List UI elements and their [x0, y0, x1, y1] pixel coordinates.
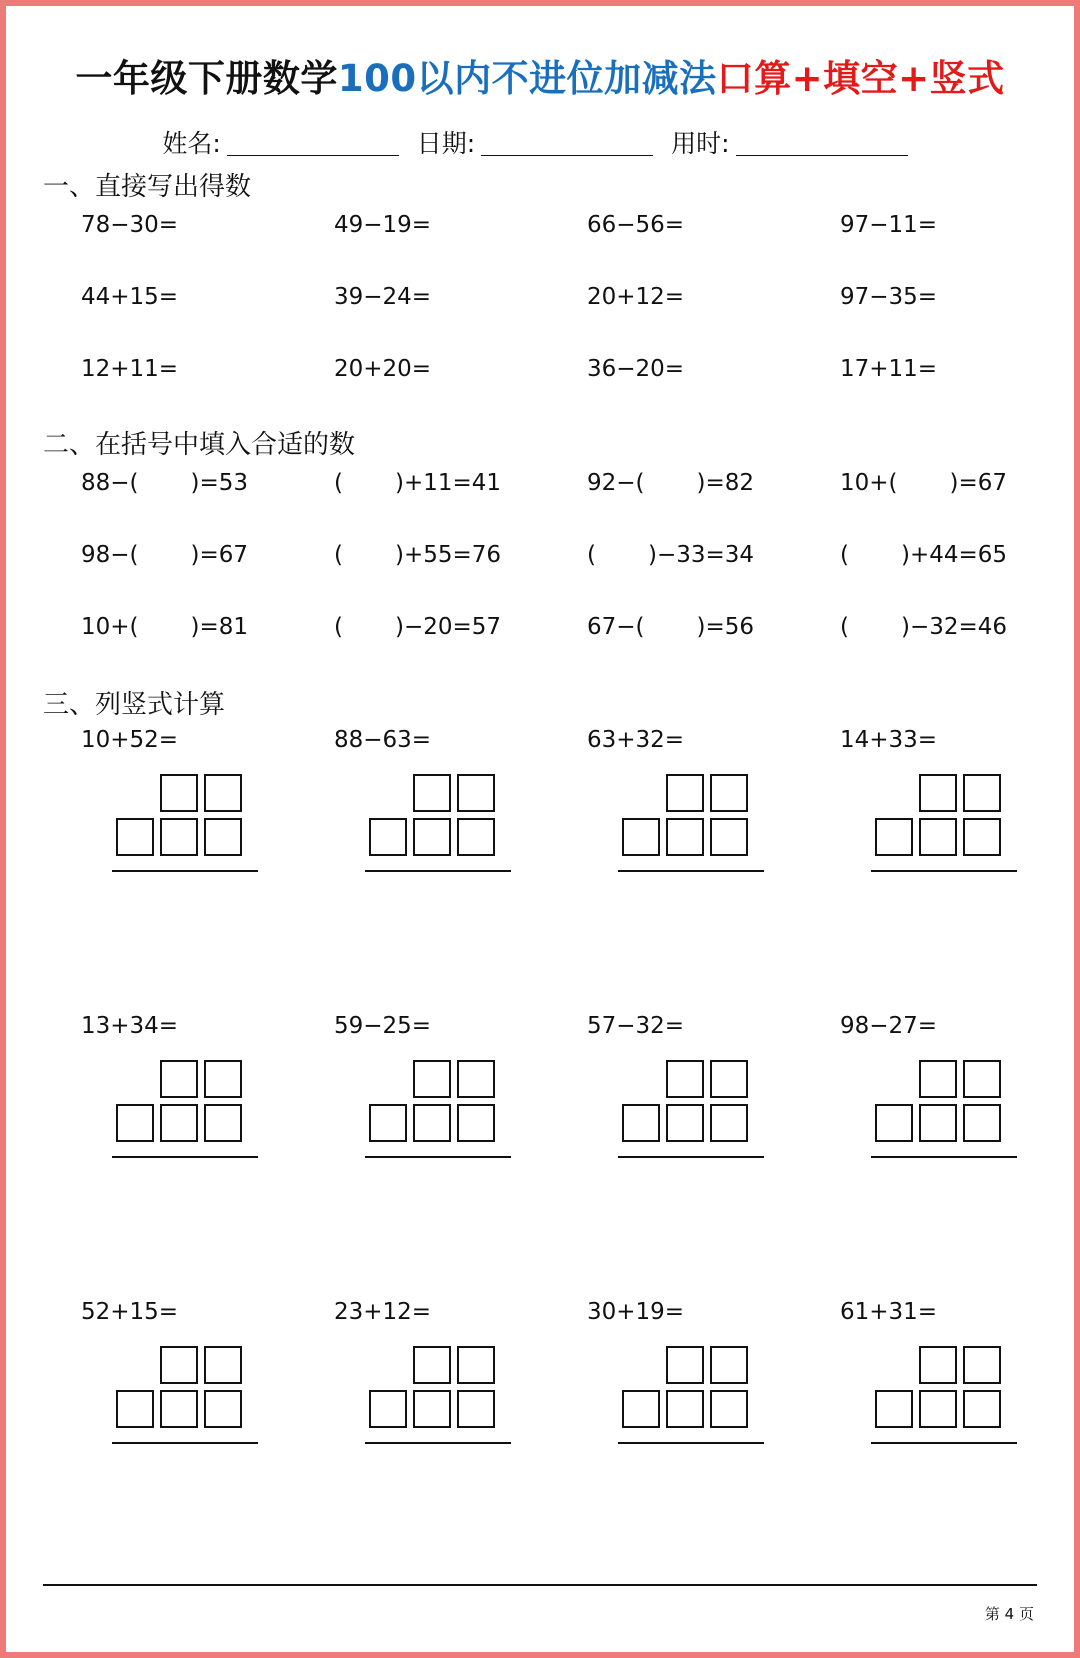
answer-box[interactable]: [457, 1104, 495, 1142]
fill-blank-problem: 67−( )=56: [587, 614, 755, 640]
vertical-problem: 59−25=: [334, 1013, 432, 1039]
answer-box[interactable]: [710, 818, 748, 856]
answer-box[interactable]: [116, 1104, 154, 1142]
oral-problem: 36−20=: [587, 356, 685, 382]
answer-line: [618, 1156, 764, 1158]
answer-box[interactable]: [963, 818, 1001, 856]
answer-box[interactable]: [710, 1060, 748, 1098]
answer-box[interactable]: [622, 818, 660, 856]
answer-line: [112, 870, 258, 872]
oral-problem: 97−35=: [840, 284, 938, 310]
vertical-problem: 13+34=: [81, 1013, 179, 1039]
fill-blank-problem: 98−( )=67: [81, 542, 249, 568]
answer-box[interactable]: [919, 1060, 957, 1098]
fill-blank-problem: 10+( )=81: [81, 614, 249, 640]
answer-box[interactable]: [457, 774, 495, 812]
answer-box[interactable]: [963, 1346, 1001, 1384]
answer-line: [365, 870, 511, 872]
vertical-problem: 61+31=: [840, 1299, 938, 1325]
answer-line: [112, 1442, 258, 1444]
answer-box[interactable]: [413, 818, 451, 856]
answer-box[interactable]: [160, 818, 198, 856]
answer-box[interactable]: [457, 1060, 495, 1098]
oral-problem: 49−19=: [334, 212, 432, 238]
page-number: 第 4 页: [984, 1605, 1034, 1623]
vertical-grid: [365, 1060, 511, 1160]
answer-line: [618, 870, 764, 872]
answer-box[interactable]: [666, 1060, 704, 1098]
answer-box[interactable]: [160, 1346, 198, 1384]
answer-box[interactable]: [919, 818, 957, 856]
section1-heading: 一、直接写出得数: [43, 172, 252, 202]
oral-problem: 44+15=: [81, 284, 179, 310]
answer-box[interactable]: [116, 1390, 154, 1428]
answer-line: [618, 1442, 764, 1444]
answer-line: [871, 1442, 1017, 1444]
answer-box[interactable]: [963, 1060, 1001, 1098]
answer-box[interactable]: [919, 1104, 957, 1142]
vertical-problem: 63+32=: [587, 727, 685, 753]
vertical-grid: [112, 1060, 258, 1160]
answer-line: [871, 870, 1017, 872]
answer-box[interactable]: [622, 1104, 660, 1142]
answer-box[interactable]: [875, 818, 913, 856]
vertical-grid: [112, 774, 258, 874]
oral-problem: 20+20=: [334, 356, 432, 382]
answer-line: [365, 1442, 511, 1444]
vertical-grid: [618, 1346, 764, 1446]
answer-box[interactable]: [666, 1104, 704, 1142]
answer-box[interactable]: [919, 1346, 957, 1384]
time-blank[interactable]: [736, 131, 908, 156]
fill-blank-problem: ( )+55=76: [334, 542, 502, 568]
answer-box[interactable]: [457, 1390, 495, 1428]
vertical-problem: 52+15=: [81, 1299, 179, 1325]
answer-line: [871, 1156, 1017, 1158]
answer-box[interactable]: [666, 1390, 704, 1428]
fill-blank-problem: 10+( )=67: [840, 470, 1008, 496]
answer-box[interactable]: [160, 1060, 198, 1098]
answer-box[interactable]: [666, 1346, 704, 1384]
vertical-problem: 23+12=: [334, 1299, 432, 1325]
answer-box[interactable]: [710, 1346, 748, 1384]
fill-blank-problem: ( )+11=41: [334, 470, 502, 496]
answer-box[interactable]: [204, 1104, 242, 1142]
answer-box[interactable]: [160, 774, 198, 812]
oral-problem: 39−24=: [334, 284, 432, 310]
name-blank[interactable]: [227, 131, 399, 156]
oral-problem: 78−30=: [81, 212, 179, 238]
vertical-grid: [871, 1346, 1017, 1446]
answer-box[interactable]: [666, 774, 704, 812]
answer-box[interactable]: [710, 774, 748, 812]
answer-box[interactable]: [963, 774, 1001, 812]
section2-heading: 二、在括号中填入合适的数: [43, 430, 356, 460]
student-info-row: [6, 124, 1074, 160]
answer-box[interactable]: [710, 1390, 748, 1428]
vertical-grid: [365, 774, 511, 874]
vertical-grid: [365, 1346, 511, 1446]
fill-blank-problem: ( )−32=46: [840, 614, 1008, 640]
page-title: [6, 48, 1074, 102]
title-part-types: 口算+填空+竖式: [716, 57, 1005, 100]
date-blank[interactable]: [481, 131, 653, 156]
answer-line: [112, 1156, 258, 1158]
date-label: 日期:: [416, 129, 476, 158]
answer-box[interactable]: [413, 774, 451, 812]
oral-problem: 20+12=: [587, 284, 685, 310]
answer-box[interactable]: [666, 818, 704, 856]
answer-box[interactable]: [204, 1060, 242, 1098]
vertical-grid: [871, 774, 1017, 874]
footer-divider: [43, 1584, 1037, 1586]
fill-blank-problem: 92−( )=82: [587, 470, 755, 496]
answer-box[interactable]: [369, 1104, 407, 1142]
vertical-grid: [871, 1060, 1017, 1160]
answer-box[interactable]: [919, 774, 957, 812]
vertical-grid: [618, 774, 764, 874]
vertical-problem: 30+19=: [587, 1299, 685, 1325]
time-label: 用时:: [671, 129, 730, 158]
title-part-topic: 100以内不进位加减法: [337, 57, 717, 100]
vertical-problem: 98−27=: [840, 1013, 938, 1039]
answer-box[interactable]: [204, 818, 242, 856]
answer-box[interactable]: [204, 1346, 242, 1384]
answer-box[interactable]: [204, 774, 242, 812]
answer-box[interactable]: [875, 1104, 913, 1142]
answer-box[interactable]: [160, 1104, 198, 1142]
answer-box[interactable]: [160, 1390, 198, 1428]
oral-problem: 12+11=: [81, 356, 179, 382]
answer-box[interactable]: [413, 1346, 451, 1384]
answer-box[interactable]: [413, 1060, 451, 1098]
fill-blank-problem: 88−( )=53: [81, 470, 249, 496]
vertical-problem: 14+33=: [840, 727, 938, 753]
answer-box[interactable]: [204, 1390, 242, 1428]
answer-box[interactable]: [963, 1390, 1001, 1428]
answer-box[interactable]: [116, 818, 154, 856]
vertical-problem: 57−32=: [587, 1013, 685, 1039]
answer-box[interactable]: [622, 1390, 660, 1428]
answer-box[interactable]: [457, 818, 495, 856]
answer-line: [365, 1156, 511, 1158]
answer-box[interactable]: [369, 1390, 407, 1428]
answer-box[interactable]: [457, 1346, 495, 1384]
answer-box[interactable]: [919, 1390, 957, 1428]
oral-problem: 97−11=: [840, 212, 938, 238]
oral-problem: 66−56=: [587, 212, 685, 238]
vertical-problem: 10+52=: [81, 727, 179, 753]
vertical-grid: [112, 1346, 258, 1446]
fill-blank-problem: ( )+44=65: [840, 542, 1008, 568]
answer-box[interactable]: [875, 1390, 913, 1428]
vertical-grid: [618, 1060, 764, 1160]
name-label: 姓名:: [162, 129, 221, 158]
fill-blank-problem: ( )−33=34: [587, 542, 755, 568]
vertical-problem: 88−63=: [334, 727, 432, 753]
answer-box[interactable]: [413, 1104, 451, 1142]
answer-box[interactable]: [413, 1390, 451, 1428]
answer-box[interactable]: [369, 818, 407, 856]
answer-box[interactable]: [963, 1104, 1001, 1142]
answer-box[interactable]: [710, 1104, 748, 1142]
section3-heading: 三、列竖式计算: [43, 690, 226, 720]
oral-problem: 17+11=: [840, 356, 938, 382]
title-part-grade: 一年级下册数学: [75, 57, 338, 100]
fill-blank-problem: ( )−20=57: [334, 614, 502, 640]
